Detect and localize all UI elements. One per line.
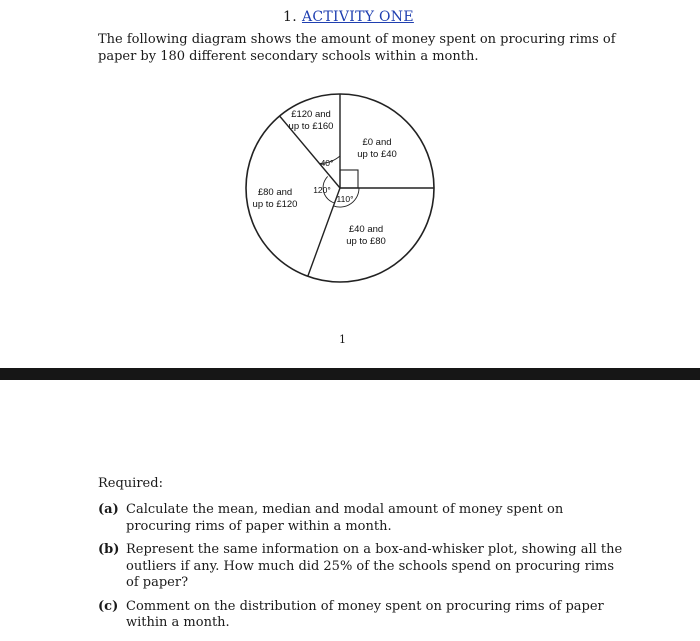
right-angle-marker	[340, 170, 358, 188]
question-list	[98, 502, 628, 639]
slice-label-40-80-line2: up to £80	[346, 236, 386, 247]
question-a-text: Calculate the mean, median and modal amount of money spent on procuring rims of paper within a month.	[126, 502, 564, 534]
page-divider	[0, 368, 700, 380]
slice-label-120-160-line2: up to £160	[288, 121, 334, 132]
slice-label-0-40-line1: £0 and	[362, 137, 392, 148]
angle-label-120: 120°	[313, 185, 331, 195]
angle-label-110: 110°	[336, 194, 354, 204]
angle-label-40: 40°	[320, 158, 334, 168]
question-a-letter: (a)	[98, 502, 119, 517]
question-b	[98, 542, 628, 592]
slice-label-80-120-line2: up to £120	[252, 199, 298, 210]
intro-paragraph: The following diagram shows the amount of money spent on procuring rims of paper by 180 different secondary schools within a month.	[98, 32, 616, 64]
question-c-text: Comment on the distribution of money spent on procuring rims of paper within a month.	[126, 598, 604, 630]
slice-label-0-40-line2: up to £40	[357, 149, 397, 160]
required-label: Required:	[98, 476, 163, 491]
question-c	[98, 599, 628, 632]
heading-number: 1.	[283, 9, 297, 25]
slice-label-120-160-line1: £120 and	[291, 109, 331, 120]
activity-title-link[interactable]: ACTIVITY ONE	[301, 9, 414, 25]
slice-label-40-80-line1: £40 and	[348, 224, 384, 235]
question-c-letter: (c)	[98, 598, 119, 614]
question-a	[98, 502, 628, 535]
page-number: 1	[339, 333, 346, 346]
slice-label-80-120-line1: £80 and	[257, 187, 293, 198]
boundary-line-c	[308, 188, 340, 276]
question-b-letter: (b)	[98, 542, 120, 557]
question-b-text: Represent the same information on a box-and-whisker plot, showing all the outliers if any. How much did 25% of the schools spend on procuring rims of paper?	[126, 542, 623, 590]
